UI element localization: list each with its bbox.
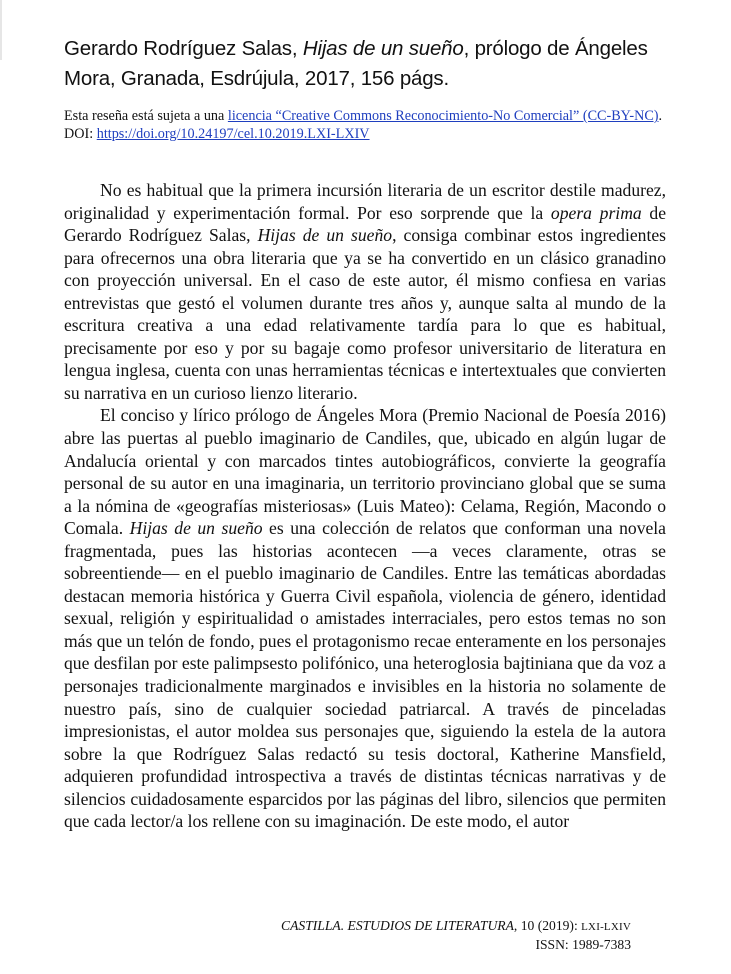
journal-footer bbox=[281, 917, 631, 953]
heading-details-1: , prólogo de Ángeles bbox=[463, 37, 648, 60]
paragraph-2 bbox=[64, 404, 666, 832]
journal-name: CASTILLA. ESTUDIOS DE LITERATURA bbox=[281, 918, 514, 933]
doi-label: DOI: bbox=[64, 126, 97, 142]
license-notice bbox=[64, 107, 664, 143]
license-link[interactable]: licencia “Creative Commons Reconocimiento-No Comercial” (CC-BY-NC) bbox=[227, 108, 659, 124]
heading-author: Gerardo Rodríguez Salas, bbox=[64, 37, 303, 60]
license-prefix: Esta reseña está sujeta a una bbox=[64, 108, 228, 124]
journal-volume: , 10 (2019): bbox=[513, 918, 582, 933]
heading-details-2: Mora, Granada, Esdrújula, 2017, 156 págs. bbox=[64, 67, 449, 90]
paragraph-1 bbox=[64, 179, 666, 404]
heading-book-title: Hijas de un sueño bbox=[302, 37, 464, 60]
page-edge-mark bbox=[0, 0, 2, 60]
p2-italic-book-title: Hijas de un sueño bbox=[129, 518, 263, 539]
p1-text-a: No es habitual que la primera incursión literaria de un escritor destile madurez, originalidad y experimentación formal. Por eso sorprende que la bbox=[64, 180, 666, 223]
review-heading bbox=[64, 34, 684, 94]
p2-text-c: es una colección de relatos que conforman una novela fragmentada, pues las historias acontecen —a veces claramente, otras se sobreentiende— en el pueblo imaginario de Candiles. Entre las temáticas abordadas destacan memoria histórica y Guerra Civil española, violencia de género, identidad sexual, religión y espiritualidad o amistades interraciales, pero estos temas no son más que un telón de fondo, pues el protagonismo recae enteramente en los personajes que desfilan por este palimpsesto polifónico, una heteroglosia bajtiniana que da voz a personajes tradicionalmente marginados e invisibles en la historia no solamente de nuestro país, sino de cualquier sociedad patriarcal. A través de pinceladas impresionistas, el autor moldea sus personajes que, siguiendo la estela de la autora sobre la que Rodríguez Salas redactó su tesis doctoral, Katherine Mansfield, adquieren profundidad introspectiva a través de distintas técnicas narrativas y de silencios cuidadosamente esparcidos por las páginas del libro, silencios que permiten que cada lector/a los rellene con su imaginación. De este modo, el autor bbox=[64, 518, 666, 832]
p1-text-c: de Gerardo Rodríguez Salas, bbox=[64, 202, 666, 246]
review-body bbox=[64, 179, 666, 833]
p1-italic-opera-prima: opera prima bbox=[550, 202, 642, 223]
p1-text-e: , consiga combinar estos ingredientes para ofrecernos una obra literaria que ya se ha convertido en un clásico granadino con proyección universal. En el caso de este autor, él mismo confiesa en varias entrevistas que gestó el volumen durante tres años y, aunque salta al mundo de la escritura creativa a una edad relativamente tardía para lo que es habitual, precisamente por eso y por su bagaje como profesor universitario de literatura en lengua inglesa, cuenta con unas herramientas técnicas e intertextuales que convierten su narrativa en un curioso lienzo literario. bbox=[64, 225, 666, 403]
p1-italic-book-title: Hijas de un sueño bbox=[257, 225, 393, 246]
journal-pages: LXI-LXIV bbox=[581, 921, 631, 933]
license-suffix: . bbox=[658, 108, 663, 124]
p2-text-a: El conciso y lírico prólogo de Ángeles Mora (Premio Nacional de Poesía 2016) abre las puertas al pueblo imaginario de Candiles, que, ubicado en algún lugar de Andalucía oriental y con marcados tintes autobiográficos, convierte la geografía personal de su autor en una imaginaria, un territorio provinciano global que se suma a la nómina de «geografías misteriosas» (Luis Mateo): Celama, Región, Macondo o Comala. bbox=[64, 405, 666, 539]
doi-link[interactable]: https://doi.org/10.24197/cel.10.2019.LXI-LXIV bbox=[96, 126, 370, 142]
journal-issn: ISSN: 1989-7383 bbox=[535, 937, 631, 952]
